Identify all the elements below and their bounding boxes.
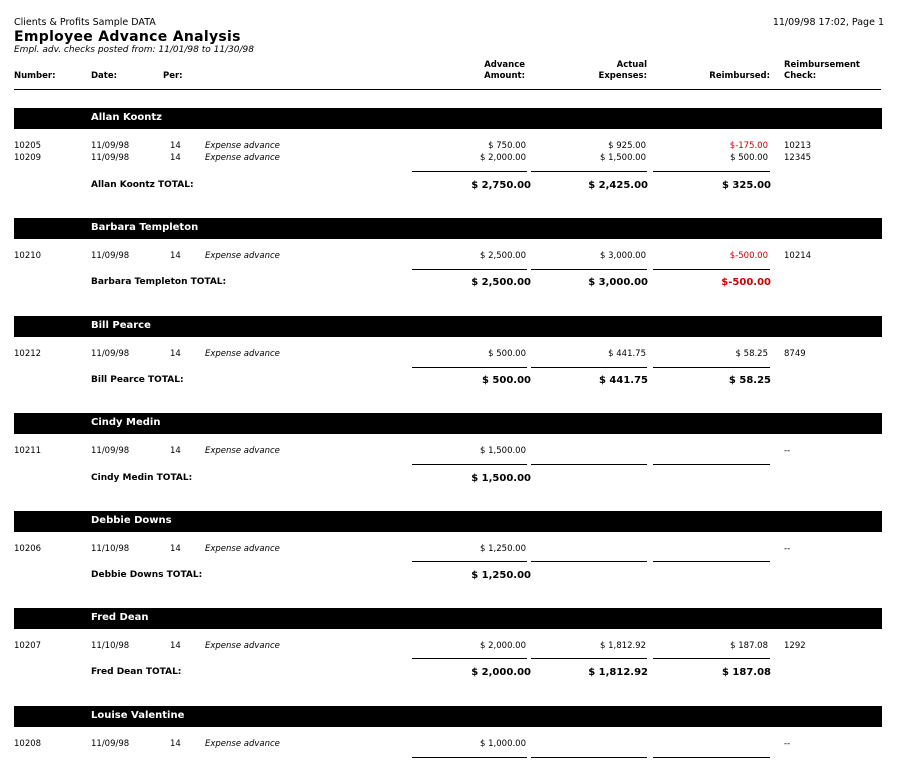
row-description: Expense advance bbox=[205, 141, 280, 151]
row-advance: $ 500.00 bbox=[488, 349, 526, 359]
total-rule-reimbursed bbox=[653, 757, 770, 758]
row-advance: $ 2,000.00 bbox=[480, 641, 526, 651]
table-row bbox=[0, 153, 898, 165]
row-number: 10206 bbox=[14, 544, 42, 554]
row-per: 14 bbox=[170, 349, 181, 359]
row-number: 10209 bbox=[14, 153, 42, 163]
total-rule-advance bbox=[412, 464, 527, 465]
total-label: Barbara Templeton TOTAL: bbox=[91, 277, 227, 287]
table-row bbox=[0, 544, 898, 556]
total-reimbursed: $-500.00 bbox=[721, 277, 771, 288]
row-description: Expense advance bbox=[205, 153, 280, 163]
total-advance: $ 2,750.00 bbox=[471, 180, 531, 191]
employee-bar bbox=[14, 316, 882, 337]
total-rule-advance bbox=[412, 269, 527, 270]
col-check-header-line1: Reimbursement bbox=[784, 60, 860, 70]
row-date: 11/09/98 bbox=[91, 446, 130, 456]
employee-bar bbox=[14, 608, 882, 629]
row-date: 11/10/98 bbox=[91, 544, 130, 554]
total-label: Cindy Medin TOTAL: bbox=[91, 473, 193, 483]
row-advance: $ 1,250.00 bbox=[480, 544, 526, 554]
row-reimbursed: $ 58.25 bbox=[735, 349, 768, 359]
employee-name: Cindy Medin bbox=[91, 417, 161, 428]
row-advance: $ 2,500.00 bbox=[480, 251, 526, 261]
row-per: 14 bbox=[170, 641, 181, 651]
total-rule-advance bbox=[412, 561, 527, 562]
employee-name: Louise Valentine bbox=[91, 710, 185, 721]
row-number: 10205 bbox=[14, 141, 42, 151]
total-label: Bill Pearce TOTAL: bbox=[91, 375, 184, 385]
total-advance: $ 2,500.00 bbox=[471, 277, 531, 288]
row-per: 14 bbox=[170, 544, 181, 554]
col-number-header: Number: bbox=[14, 71, 56, 81]
employee-name: Barbara Templeton bbox=[91, 222, 199, 233]
row-date: 11/09/98 bbox=[91, 739, 130, 749]
total-actual: $ 441.75 bbox=[598, 375, 648, 386]
row-check: -- bbox=[784, 544, 791, 554]
row-date: 11/10/98 bbox=[91, 641, 130, 651]
total-rule-actual bbox=[531, 658, 647, 659]
employee-bar bbox=[14, 108, 882, 129]
total-rule-reimbursed bbox=[653, 367, 770, 368]
header-rule bbox=[14, 89, 881, 90]
row-actual: $ 925.00 bbox=[608, 141, 646, 151]
total-rule-actual bbox=[531, 757, 647, 758]
total-label: Allan Koontz TOTAL: bbox=[91, 180, 194, 190]
row-reimbursed: $ 187.08 bbox=[730, 641, 768, 651]
total-rule-actual bbox=[531, 269, 647, 270]
total-rule-reimbursed bbox=[653, 269, 770, 270]
row-date: 11/09/98 bbox=[91, 153, 130, 163]
row-per: 14 bbox=[170, 739, 181, 749]
row-advance: $ 1,000.00 bbox=[480, 739, 526, 749]
row-reimbursed: $-175.00 bbox=[729, 141, 768, 151]
row-description: Expense advance bbox=[205, 641, 280, 651]
total-rule-reimbursed bbox=[653, 464, 770, 465]
row-number: 10208 bbox=[14, 739, 42, 749]
total-actual: $ 2,425.00 bbox=[588, 180, 648, 191]
total-advance: $ 2,000.00 bbox=[471, 667, 531, 678]
total-rule-reimbursed bbox=[653, 561, 770, 562]
row-description: Expense advance bbox=[205, 739, 280, 749]
total-actual: $ 3,000.00 bbox=[588, 277, 648, 288]
row-reimbursed: $-500.00 bbox=[729, 251, 768, 261]
total-advance: $ 1,500.00 bbox=[471, 473, 531, 484]
employee-bar bbox=[14, 413, 882, 434]
row-date: 11/09/98 bbox=[91, 251, 130, 261]
print-date-page: 11/09/98 17:02, Page 1 bbox=[772, 17, 884, 28]
row-reimbursed: $ 500.00 bbox=[730, 153, 768, 163]
total-reimbursed: $ 58.25 bbox=[728, 375, 771, 386]
row-check: 12345 bbox=[784, 153, 812, 163]
row-per: 14 bbox=[170, 446, 181, 456]
total-label: Debbie Downs TOTAL: bbox=[91, 570, 203, 580]
employee-bar bbox=[14, 511, 882, 532]
table-row bbox=[0, 349, 898, 361]
row-check: 10214 bbox=[784, 251, 812, 261]
total-rule-advance bbox=[412, 367, 527, 368]
total-rule-actual bbox=[531, 561, 647, 562]
row-description: Expense advance bbox=[205, 251, 280, 261]
col-actual-header-line1: Actual bbox=[616, 60, 647, 70]
table-row bbox=[0, 251, 898, 263]
total-rule-actual bbox=[531, 367, 647, 368]
col-check-header-line2: Check: bbox=[784, 71, 817, 81]
employee-name: Debbie Downs bbox=[91, 515, 172, 526]
total-reimbursed: $ 325.00 bbox=[721, 180, 771, 191]
employee-bar bbox=[14, 218, 882, 239]
row-number: 10211 bbox=[14, 446, 42, 456]
col-per-header: Per: bbox=[163, 71, 183, 81]
row-advance: $ 1,500.00 bbox=[480, 446, 526, 456]
row-per: 14 bbox=[170, 153, 181, 163]
table-row bbox=[0, 446, 898, 458]
employee-name: Bill Pearce bbox=[91, 320, 151, 331]
total-rule-reimbursed bbox=[653, 658, 770, 659]
total-rule-advance bbox=[412, 658, 527, 659]
group-total-row bbox=[0, 570, 898, 584]
report-title: Employee Advance Analysis bbox=[14, 29, 241, 45]
row-check: -- bbox=[784, 739, 791, 749]
row-number: 10207 bbox=[14, 641, 42, 651]
total-label: Fred Dean TOTAL: bbox=[91, 667, 182, 677]
group-total-row bbox=[0, 667, 898, 681]
total-actual: $ 1,812.92 bbox=[588, 667, 648, 678]
row-description: Expense advance bbox=[205, 446, 280, 456]
total-rule-advance bbox=[412, 757, 527, 758]
company-name: Clients & Profits Sample DATA bbox=[14, 17, 156, 28]
row-advance: $ 750.00 bbox=[488, 141, 526, 151]
row-per: 14 bbox=[170, 141, 181, 151]
total-rule-reimbursed bbox=[653, 171, 770, 172]
row-actual: $ 1,812.92 bbox=[600, 641, 646, 651]
total-reimbursed: $ 187.08 bbox=[721, 667, 771, 678]
row-actual: $ 1,500.00 bbox=[600, 153, 646, 163]
col-advance-header-line2: Amount: bbox=[484, 71, 525, 81]
total-advance: $ 1,250.00 bbox=[471, 570, 531, 581]
row-actual: $ 3,000.00 bbox=[600, 251, 646, 261]
row-date: 11/09/98 bbox=[91, 141, 130, 151]
row-advance: $ 2,000.00 bbox=[480, 153, 526, 163]
row-per: 14 bbox=[170, 251, 181, 261]
row-number: 10210 bbox=[14, 251, 42, 261]
table-row bbox=[0, 641, 898, 653]
col-reimbursed-header: Reimbursed: bbox=[709, 71, 770, 81]
group-total-row bbox=[0, 277, 898, 291]
table-row bbox=[0, 141, 898, 153]
total-rule-actual bbox=[531, 464, 647, 465]
total-rule-actual bbox=[531, 171, 647, 172]
col-date-header: Date: bbox=[91, 71, 118, 81]
row-check: 8749 bbox=[784, 349, 806, 359]
table-row bbox=[0, 739, 898, 751]
row-description: Expense advance bbox=[205, 544, 280, 554]
col-advance-header-line1: Advance bbox=[484, 60, 525, 70]
total-rule-advance bbox=[412, 171, 527, 172]
row-check: 10213 bbox=[784, 141, 812, 151]
row-check: -- bbox=[784, 446, 791, 456]
employee-name: Allan Koontz bbox=[91, 112, 162, 123]
row-check: 1292 bbox=[784, 641, 806, 651]
employee-name: Fred Dean bbox=[91, 612, 149, 623]
row-description: Expense advance bbox=[205, 349, 280, 359]
group-total-row bbox=[0, 180, 898, 194]
row-actual: $ 441.75 bbox=[608, 349, 646, 359]
employee-bar bbox=[14, 706, 882, 727]
group-total-row bbox=[0, 473, 898, 487]
report-subtitle: Empl. adv. checks posted from: 11/01/98 to 11/30/98 bbox=[14, 45, 255, 55]
group-total-row bbox=[0, 375, 898, 389]
row-number: 10212 bbox=[14, 349, 42, 359]
total-advance: $ 500.00 bbox=[481, 375, 531, 386]
row-date: 11/09/98 bbox=[91, 349, 130, 359]
col-actual-header-line2: Expenses: bbox=[598, 71, 647, 81]
